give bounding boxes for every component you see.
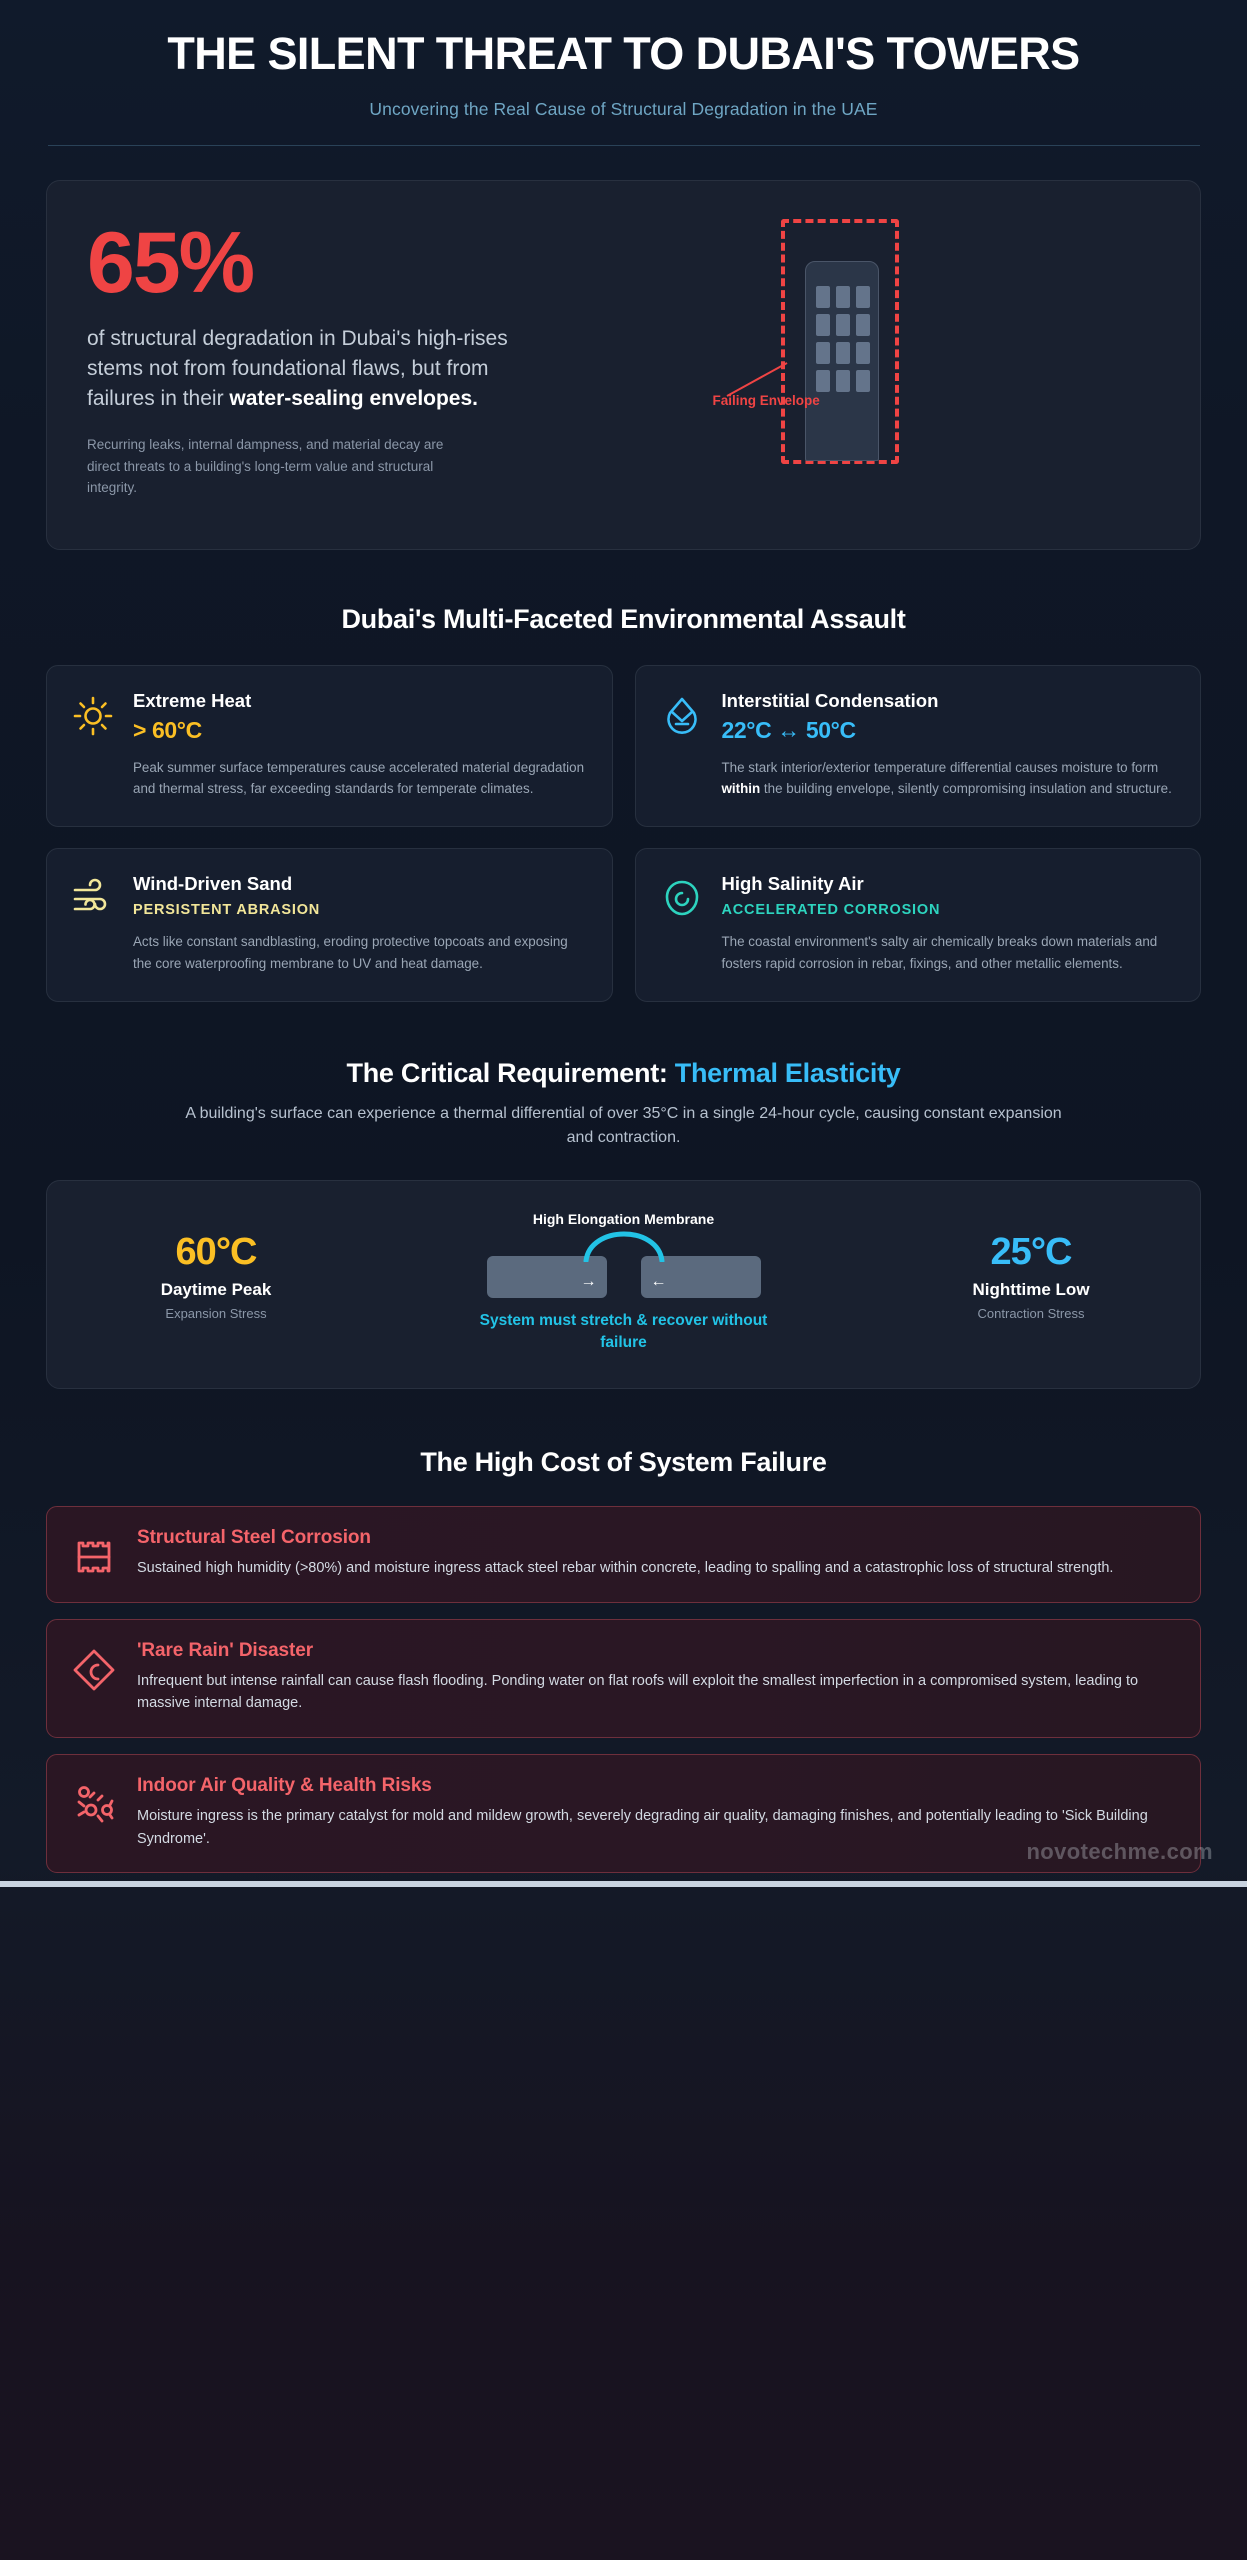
- environment-card-grid: [46, 665, 1201, 1002]
- failure-card-body: [137, 1775, 1174, 1850]
- env-card-body: [133, 873, 586, 975]
- nighttime-low-label: Nighttime Low: [972, 1279, 1090, 1299]
- env-card-desc: [722, 931, 1175, 974]
- failure-card-title: Indoor Air Quality & Health Risks: [137, 1775, 432, 1796]
- env-card-desc: [133, 931, 586, 974]
- failure-card-desc: Sustained high humidity (>80%) and moisture ingress attack steel rebar within concrete, leading to spalling and a catastrophic loss of structural strength.: [137, 1559, 1114, 1576]
- membrane-diagram: [459, 1236, 789, 1298]
- daytime-peak-value: 60°C: [175, 1230, 257, 1273]
- env-card-interstitial-condensation: [635, 665, 1202, 828]
- failure-card-title: 'Rare Rain' Disaster: [137, 1639, 314, 1661]
- thermal-subtitle: A building's surface can experience a thermal differential of over 35°C in a single 24-hour cycle, causing constant expansion and contraction.: [185, 1104, 1062, 1146]
- watermark: novotechme.com: [1026, 1839, 1213, 1865]
- env-desc-part1: Acts like constant sandblasting, eroding protective topcoats and exposing the core waterproofing membrane to UV and heat damage.: [133, 934, 568, 972]
- thermal-heading-accent: Thermal Elasticity: [674, 1057, 901, 1088]
- env-card-wind-driven-sand: [46, 848, 613, 1002]
- env-desc-part1: Peak summer surface temperatures cause accelerated material degradation and thermal stress, far exceeding standards for temperate climates.: [133, 759, 585, 797]
- membrane-note: System must stretch & recover without failure: [479, 1311, 768, 1351]
- rebar-beam-icon: [71, 1534, 117, 1580]
- env-desc-emphasis: within: [721, 781, 761, 797]
- sun-icon: [71, 694, 115, 738]
- failing-envelope-label: Failing Envelope: [712, 392, 820, 408]
- building-diagram: [709, 215, 969, 515]
- tower-windows: [816, 286, 870, 392]
- nighttime-low-sub: Contraction Stress: [977, 1305, 1085, 1321]
- daytime-peak-sub: Expansion Stress: [165, 1305, 267, 1321]
- env-desc-part1: The stark interior/exterior temperature differential causes moisture to form: [721, 759, 1159, 775]
- hero-lead-emphasis: water-sealing envelopes.: [229, 386, 479, 410]
- failure-section: [0, 1389, 1247, 1873]
- env-desc-part2: the building envelope, silently compromising insulation and structure.: [760, 781, 1172, 797]
- membrane-heading: High Elongation Membrane: [532, 1210, 715, 1227]
- env-card-desc: [133, 757, 586, 800]
- thermal-left-column: [91, 1211, 341, 1321]
- mold-spores-icon: [71, 1782, 117, 1828]
- failure-card-rare-rain-disaster: [46, 1619, 1201, 1738]
- failure-card-title: Structural Steel Corrosion: [137, 1526, 371, 1548]
- failure-heading: The High Cost of System Failure: [420, 1446, 827, 1477]
- env-card-title: High Salinity Air: [721, 873, 864, 895]
- page-title: THE SILENT THREAT TO DUBAI'S TOWERS: [167, 28, 1080, 79]
- thermal-heading-plain: The Critical Requirement:: [346, 1057, 675, 1088]
- hero-lead-part1: of structural degradation in Dubai's high-rises stems not from foundational flaws, but from failures in their: [87, 327, 508, 410]
- env-card-title: Interstitial Condensation: [721, 689, 939, 711]
- leader-line-icon: [727, 363, 787, 397]
- env-card-high-salinity-air: [635, 848, 1202, 1002]
- wind-icon: [71, 877, 115, 921]
- failure-card-body: [137, 1640, 1174, 1715]
- thermal-heading: [46, 1058, 1201, 1089]
- nighttime-low-value: 25°C: [990, 1230, 1072, 1273]
- water-droplet-icon: [660, 694, 704, 738]
- env-card-desc: [722, 757, 1175, 800]
- arrow-left-icon: ←: [650, 1272, 667, 1290]
- env-card-title: Extreme Heat: [133, 689, 252, 711]
- hero-text-column: [87, 215, 517, 500]
- salt-air-icon: [660, 877, 704, 921]
- raindrop-diamond-icon: [71, 1647, 117, 1693]
- membrane-arc-icon: [583, 1218, 665, 1262]
- hero-note: Recurring leaks, internal dampness, and material decay are direct threats to a building's long-term value and structural integrity.: [87, 436, 444, 496]
- failure-card-body: [137, 1527, 1174, 1580]
- env-card-title: Wind-Driven Sand: [133, 873, 293, 895]
- daytime-peak-label: Daytime Peak: [160, 1279, 272, 1299]
- failure-card-desc: Infrequent but intense rainfall can cause flash flooding. Ponding water on flat roofs will exploit the smallest imperfection in a compromised system, leading to massive internal damage.: [137, 1672, 1139, 1712]
- hero-card: [46, 180, 1201, 550]
- page-subtitle: Uncovering the Real Cause of Structural Degradation in the UAE: [369, 98, 878, 119]
- env-card-value: > 60°C: [133, 716, 202, 743]
- tower-icon: [805, 261, 879, 461]
- footer-bar: [0, 1881, 1247, 1887]
- env-card-value: PERSISTENT ABRASION: [133, 902, 321, 919]
- arrow-right-icon: →: [580, 1272, 597, 1290]
- failure-card-structural-steel-corrosion: [46, 1506, 1201, 1603]
- hero-lead-text: [87, 324, 517, 413]
- hero-stat: 65%: [87, 214, 254, 311]
- hero-diagram-column: [517, 215, 1160, 515]
- environment-section: [0, 550, 1247, 1002]
- env-card-value: ACCELERATED CORROSION: [721, 902, 941, 919]
- thermal-panel: [46, 1180, 1201, 1389]
- env-card-body: [722, 873, 1175, 975]
- failure-card-desc: Moisture ingress is the primary catalyst for mold and mildew growth, severely degrading air quality, damaging finishes, and potentially leading to 'Sick Building Syndrome'.: [137, 1808, 1148, 1847]
- expansion-arrows: [581, 1274, 667, 1290]
- env-card-extreme-heat: [46, 665, 613, 828]
- env-card-body: [722, 690, 1175, 801]
- header: [0, 0, 1247, 146]
- environment-heading: Dubai's Multi-Faceted Environmental Assault: [341, 603, 906, 634]
- failure-card-list: [46, 1506, 1201, 1873]
- thermal-right-column: [906, 1211, 1156, 1321]
- env-card-value: 22°C ↔ 50°C: [721, 716, 856, 743]
- env-desc-part1: The coastal environment's salty air chemically breaks down materials and fosters rapid corrosion in rebar, fixings, and other metallic elements.: [721, 934, 1158, 972]
- env-card-body: [133, 690, 586, 801]
- thermal-section: [0, 1002, 1247, 1389]
- thermal-middle-column: [459, 1211, 789, 1354]
- hero-section: [0, 146, 1247, 550]
